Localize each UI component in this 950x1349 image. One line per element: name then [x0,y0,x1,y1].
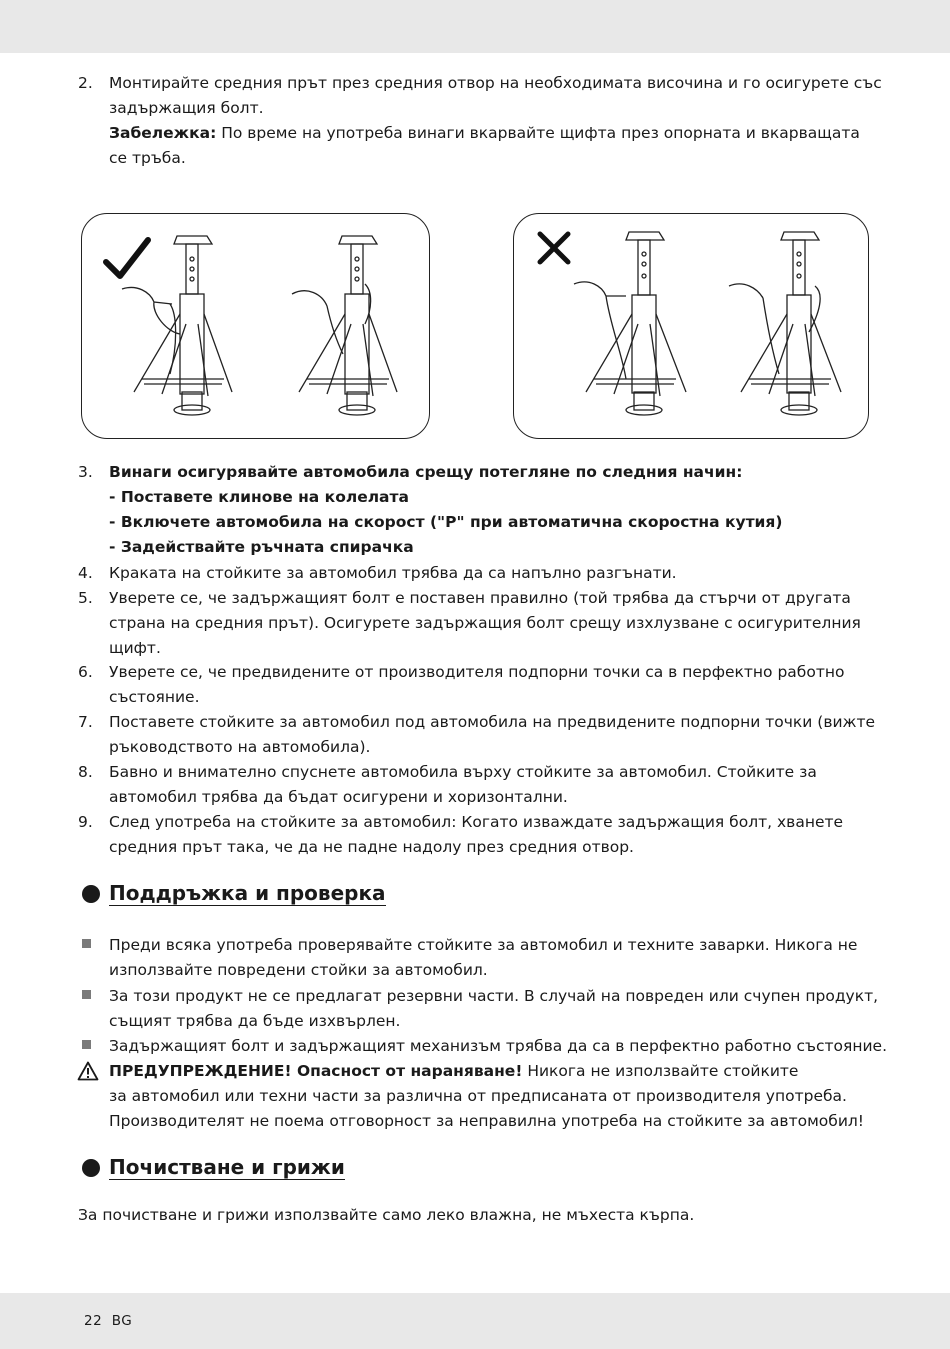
square-bullet-icon [82,990,91,999]
step-2-number: 2. [78,74,93,92]
step-2-note-cont: се тръба. [109,149,186,167]
step-3-number: 3. [78,463,93,481]
check-icon [106,240,148,276]
step-text: Уверете се, че задържащият болт е поставен правилно (той трябва да стърчи от другата [109,589,851,607]
figure-correct-usage [81,213,430,439]
maintenance-bullet: За този продукт не се предлагат резервни части. В случай на повреден или счупен продукт, [109,987,879,1005]
jack-stand-icon [122,236,232,415]
step-text: състояние. [109,688,200,706]
warning-text: Никога не използвайте стойките [522,1062,799,1080]
bullet-dot-icon [82,885,100,903]
step-number: 9. [78,813,93,831]
warning-text-cont: за автомобил или техни части за различна от предписаната от производителя употреба. [109,1087,847,1105]
jack-stands-wrong-illustration [514,214,868,438]
step-text: страна на средния прът). Осигурете задържащия болт срещу изхлузване с осигурителния [109,614,861,632]
step-text: Краката на стойките за автомобил трябва да са напълно разгънати. [109,564,677,582]
step-text: Поставете стойките за автомобил под автомобила на предвидените подпорни точки (вижте [109,713,876,731]
jack-stand-icon [729,232,841,415]
step-3-wheel-chocks: - Поставете клинове на колелата [109,488,409,506]
step-text: Бавно и внимателно спуснете автомобила върху стойките за автомобил. Стойките за [109,763,817,781]
bullet-dot-icon [82,1159,100,1177]
step-2-text-cont: задържащия болт. [109,99,264,117]
jack-stands-correct-illustration [82,214,429,438]
language-code: BG [111,1313,133,1329]
step-text: След употреба на стойките за автомобил: Когато изваждате задържащия болт, хванете [109,813,844,831]
warning-line [109,1059,798,1084]
step-number: 8. [78,763,93,781]
note-text: По време на употреба винаги вкарвайте щифта през опорната и вкарващата [216,124,860,142]
cleaning-heading-text: Почистване и грижи [109,1155,345,1179]
page-number: 22 [84,1313,103,1329]
warning-label: ПРЕДУПРЕЖДЕНИЕ! Опасност от нараняване! [109,1062,523,1080]
step-number: 7. [78,713,93,731]
step-text: Уверете се, че предвидените от производителя подпорни точки са в перфектно работно [109,663,845,681]
warning-text-cont: Производителят не поема отговорност за неправилна употреба на стойките за автомобил! [109,1112,865,1130]
figure-wrong-usage [513,213,869,439]
step-2-note [109,121,860,146]
step-text: ръководството на автомобила). [109,738,371,756]
step-text: средния прът така, че да не падне надолу през средния отвор. [109,838,634,856]
page-footer [84,1313,132,1329]
step-3-handbrake: - Задействайте ръчната спирачка [109,538,414,556]
step-2-text: Монтирайте средния прът през средния отвор на необходимата височина и го осигурете със [109,74,882,92]
step-number: 6. [78,663,93,681]
step-number: 5. [78,589,93,607]
maintenance-heading-text: Поддръжка и проверка [109,881,386,905]
step-text: щифт. [109,639,161,657]
step-3-text: Винаги осигурявайте автомобила срещу потегляне по следния начин: [109,463,743,481]
square-bullet-icon [82,1040,91,1049]
step-text: автомобил трябва да бъдат осигурени и хоризонтални. [109,788,568,806]
cleaning-text: За почистване и грижи използвайте само леко влажна, не мъхеста кърпа. [78,1206,695,1224]
maintenance-bullet: Преди всяка употреба проверявайте стойките за автомобил и техните заварки. Никога не [109,936,858,954]
maintenance-bullet-cont: същият трябва да бъде изхвърлен. [109,1012,401,1030]
step-3-gear: - Включете автомобила на скорост ("P" при автоматична скоростна кутия) [109,513,783,531]
jack-stand-icon [292,236,397,415]
step-number: 4. [78,564,93,582]
maintenance-bullet: Задържащият болт и задържащият механизъм трябва да са в перфектно работно състояние. [109,1037,887,1055]
bottom-bar [0,1293,950,1349]
note-label: Забележка: [109,124,217,142]
square-bullet-icon [82,939,91,948]
top-bar [0,0,950,53]
warning-triangle-icon [77,1061,99,1081]
cross-icon [540,234,568,262]
jack-stand-icon [574,232,686,415]
maintenance-bullet-cont: използвайте повредени стойки за автомобил. [109,961,488,979]
